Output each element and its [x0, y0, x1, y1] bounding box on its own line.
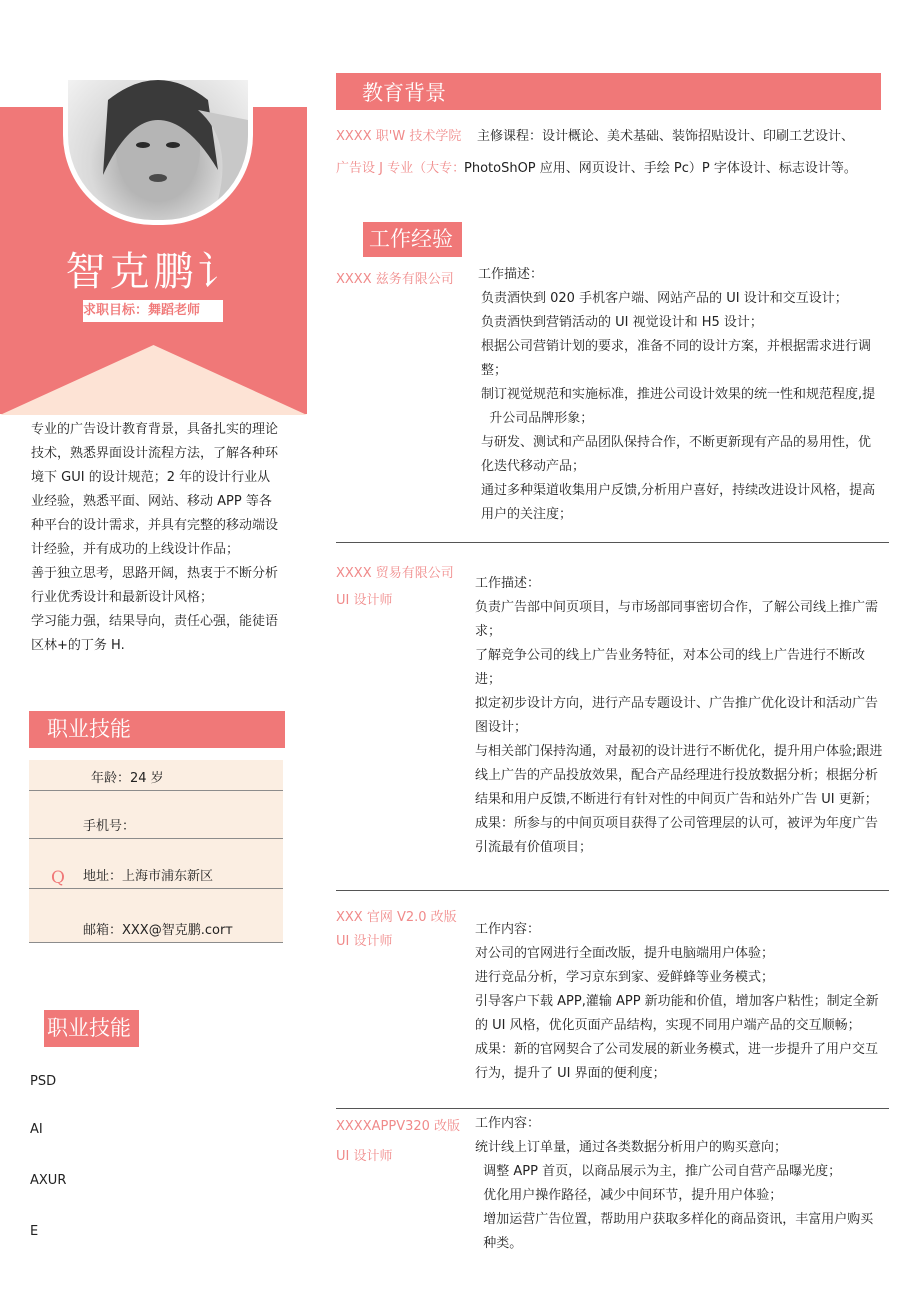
job-description: [475, 1112, 887, 1256]
email-row: [29, 898, 283, 943]
section-divider: [336, 542, 889, 543]
job-description: [475, 572, 887, 860]
education-school: XXXX 职'W 技术学院: [336, 129, 462, 144]
job-line: 负责广告部中间页项目，与市场部同事密切合作，了解公司线上推广需: [475, 600, 879, 615]
job-line: 结果和用户反馈,不断进行有针对性的中间页广告和站外广告 UI 更新；: [475, 792, 878, 807]
job-line: 进行竞品分析，学习京东到家、爱鲜蜂等业务模式；: [475, 970, 775, 985]
age-row: [29, 746, 283, 791]
job-line: 成果：所参与的中间页项目获得了公司管理层的认可，被评为年度广告: [475, 816, 879, 831]
job-heading: 工作内容：: [475, 922, 541, 937]
job-line: 化迭代移动产品；: [481, 459, 586, 474]
job-line: 用户的关注度；: [481, 507, 573, 522]
job-line: 引流最有价值项目；: [475, 840, 593, 855]
job-line: 求；: [475, 624, 502, 639]
job-line: 与相关部门保持沟通，对最初的设计进行不断优化，提升用户体验;跟进: [475, 744, 883, 759]
job-line: 统计线上订单量，通过各类数据分析用户的购买意向；: [475, 1140, 788, 1155]
job-heading: 工作描述：: [475, 576, 541, 591]
job-objective: 求职目标：舞蹈老师: [83, 300, 223, 322]
job-company: XXXXAPPV320 改版: [336, 1119, 461, 1134]
education-courses-line: 主修课程：设计概论、美术基础、装饰招贴设计、印刷工艺设计、: [477, 129, 855, 144]
personal-section-title: 职业技能: [47, 717, 131, 741]
job-heading: 工作描述：: [478, 267, 544, 282]
job-line: 通过多种渠道收集用户反馈,分析用户喜好，持续改进设计风格，提高: [481, 483, 876, 498]
summary-paragraph: 专业的广告设计教育背景，具备扎实的理论技术，熟悉界面设计流程方法，了解各种环境下 GUI 的设计规范；2 年的设计行业从业经验，熟悉平面、网站、移动 APP 等各种平台的设计需求，并具有完整的移动端设计经验，并有成功的上线设计作品；: [31, 422, 279, 557]
job-description: [478, 263, 888, 527]
address-row: [29, 844, 283, 889]
section-divider: [336, 890, 889, 891]
job-line: 行为，提升了 UI 界面的便利度；: [475, 1066, 666, 1081]
location-icon: Q: [51, 868, 65, 888]
candidate-name: 智克鹏讠: [65, 249, 242, 295]
job-line: 的 UI 风格，优化页面产品结构，实现不同用户端产品的交互顺畅；: [475, 1018, 861, 1033]
job-line: 调整 APP 首页，以商品展示为主，推广公司自营产品曝光度；: [475, 1164, 842, 1179]
skill-item: AI: [30, 1122, 43, 1137]
job-line: 成果：新的官网契合了公司发展的新业务模式，进一步提升了用户交互: [475, 1042, 879, 1057]
job-line: 优化用户操作路径，减少中间环节，提升用户体验；: [475, 1188, 783, 1203]
job-line: 种类。: [475, 1236, 523, 1251]
education-major: 广告设 J 专业（大专：: [336, 161, 466, 176]
skill-item: AXUR: [30, 1173, 67, 1188]
skills-section-header: [44, 1010, 139, 1047]
job-line: 进；: [475, 672, 502, 687]
job-line: 图设计；: [475, 720, 528, 735]
job-line: 制订视觉规范和实施标准，推进公司设计效果的统一性和规范程度,提: [481, 387, 876, 402]
personal-section-header: [29, 711, 285, 748]
work-section-header: [363, 222, 462, 257]
profile-summary: [31, 418, 283, 658]
phone-value: 手机号：: [83, 819, 136, 834]
education-title: 教育背景: [362, 81, 446, 105]
work-section-title: 工作经验: [369, 227, 453, 251]
job-company: XXXX 兹务有限公司: [336, 272, 454, 287]
job-line: 负责酒快到营销活动的 UI 视觉设计和 H5 设计；: [481, 315, 763, 330]
job-line: 根据公司营销计划的要求，准备不同的设计方案，并根据需求进行调: [481, 339, 872, 354]
skill-item: E: [30, 1224, 39, 1239]
job-description: [475, 918, 887, 1086]
job-line: 增加运营广告位置，帮助用户获取多样化的商品资讯，丰富用户购买: [475, 1212, 874, 1227]
job-role: UI 设计师: [336, 593, 393, 608]
job-line: 拟定初步设计方向，进行产品专题设计、广告推广优化设计和活动广告: [475, 696, 879, 711]
job-line: 与研发、测试和产品团队保持合作，不断更新现有产品的易用性，优: [481, 435, 872, 450]
job-line: 整；: [481, 363, 508, 378]
avatar: [63, 80, 253, 225]
skills-section-title: 职业技能: [47, 1016, 131, 1040]
skill-item: PSD: [30, 1074, 57, 1089]
job-line: 负责酒快到 020 手机客户端、网站产品的 UI 设计和交互设计；: [481, 291, 848, 306]
job-company: XXXX 贸易有限公司: [336, 566, 454, 581]
age-value: 年龄：24 岁: [91, 771, 164, 786]
job-line: 引导客户下载 APP,灌输 APP 新功能和价值，增加客户粘性；制定全新: [475, 994, 879, 1009]
job-line: 升公司品牌形象；: [481, 411, 594, 426]
job-role: UI 设计师: [336, 934, 393, 949]
job-role: UI 设计师: [336, 1149, 393, 1164]
job-line: 线上广告的产品投放效果，配合产品经理进行投放数据分析；根据分析: [475, 768, 879, 783]
job-line: 了解竞争公司的线上广告业务特征，对本公司的线上广告进行不断改: [475, 648, 866, 663]
summary-paragraph: 善于独立思考，思路开阔，热衷于不断分析行业优秀设计和最新设计风格；: [31, 566, 279, 605]
job-heading: 工作内容：: [475, 1116, 541, 1131]
job-line: 对公司的官网进行全面改版，提升电脑端用户体验；: [475, 946, 775, 961]
job-company: XXX 官网 V2.0 改版: [336, 910, 457, 925]
personal-info-box: [29, 760, 283, 942]
phone-row: [29, 794, 283, 839]
summary-paragraph: 学习能力强，结果导向，责任心强，能徒语区林+的丁务 H.: [31, 614, 279, 653]
education-courses-line: PhotoShOP 应用、网页设计、手绘 Pc）P 字体设计、标志设计等。: [464, 161, 857, 176]
email-value: 邮箱：XXX@智克鹏.corт: [83, 923, 233, 938]
address-value: 地址：上海市浦东新区: [83, 869, 214, 884]
section-divider: [336, 1108, 889, 1109]
